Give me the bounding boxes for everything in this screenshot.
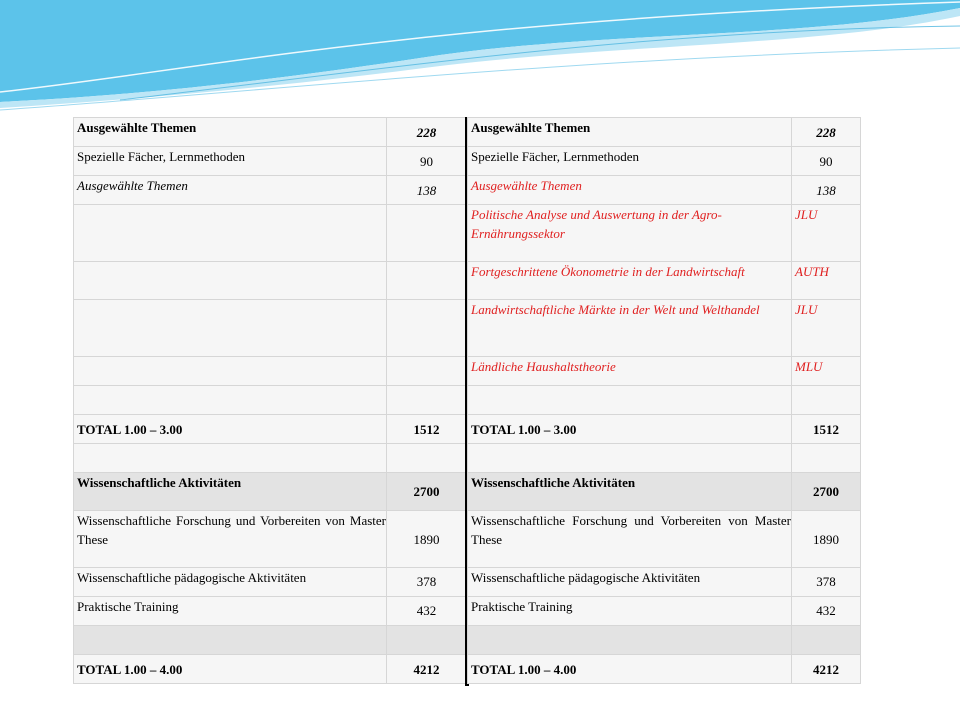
cell-value	[387, 357, 467, 386]
cell-label	[74, 262, 387, 300]
cell-label: Ausgewählte Themen	[468, 118, 792, 147]
cell-label: Spezielle Fächer, Lernmethoden	[468, 147, 792, 176]
cell-value: 138	[387, 176, 467, 205]
cell-value: 2700	[792, 473, 861, 511]
table-row	[74, 597, 467, 626]
table-row	[468, 300, 861, 357]
cell-label: Ländliche Haushaltstheorie	[468, 357, 792, 386]
table-row	[468, 386, 861, 415]
cell-label	[74, 444, 387, 473]
cell-value	[387, 444, 467, 473]
cell-value: 1512	[792, 415, 861, 444]
cell-value: 228	[387, 118, 467, 147]
cell-label: Politische Analyse und Auswertung in der Agro-Ernährungssektor	[468, 205, 792, 262]
cell-value: JLU	[792, 300, 861, 357]
cell-value: 4212	[792, 655, 861, 684]
cell-value	[387, 262, 467, 300]
table-row	[74, 568, 467, 597]
cell-value: AUTH	[792, 262, 861, 300]
table-row	[468, 597, 861, 626]
table-row	[468, 118, 861, 147]
cell-label: Wissenschaftliche pädagogische Aktivitäten	[468, 568, 792, 597]
cell-label: Landwirtschaftliche Märkte in der Welt und Welthandel	[468, 300, 792, 357]
cell-value	[387, 626, 467, 655]
table-row	[74, 176, 467, 205]
table-row	[468, 205, 861, 262]
cell-value	[387, 300, 467, 357]
cell-label: Ausgewählte Themen	[468, 176, 792, 205]
cell-label	[74, 626, 387, 655]
cell-label	[468, 626, 792, 655]
cell-label	[468, 386, 792, 415]
cell-value: 432	[792, 597, 861, 626]
cell-value	[792, 626, 861, 655]
cell-label: Wissenschaftliche Aktivitäten	[468, 473, 792, 511]
table-row	[74, 473, 467, 511]
cell-label: Praktische Training	[468, 597, 792, 626]
cell-value: 1890	[792, 511, 861, 568]
cell-label	[74, 386, 387, 415]
table-row	[468, 357, 861, 386]
table-row	[74, 444, 467, 473]
cell-value: 138	[792, 176, 861, 205]
cell-label: Wissenschaftliche Aktivitäten	[74, 473, 387, 511]
table-row	[74, 357, 467, 386]
cell-value: JLU	[792, 205, 861, 262]
table-row	[74, 118, 467, 147]
cell-value	[387, 205, 467, 262]
table-row	[74, 626, 467, 655]
table-left	[73, 117, 467, 684]
cell-label: Fortgeschrittene Ökonometrie in der Landwirtschaft	[468, 262, 792, 300]
cell-label: TOTAL 1.00 – 4.00	[468, 655, 792, 684]
cell-label: TOTAL 1.00 – 3.00	[468, 415, 792, 444]
cell-label: Spezielle Fächer, Lernmethoden	[74, 147, 387, 176]
table-row	[468, 626, 861, 655]
table-row	[468, 262, 861, 300]
cell-value: 2700	[387, 473, 467, 511]
table-row	[468, 176, 861, 205]
table-row	[468, 655, 861, 684]
cell-label: TOTAL 1.00 – 4.00	[74, 655, 387, 684]
cell-value: 432	[387, 597, 467, 626]
cell-label: Wissenschaftliche Forschung und Vorbereiten von Master These	[468, 511, 792, 568]
table-row	[74, 511, 467, 568]
table-row	[468, 415, 861, 444]
table-row	[468, 473, 861, 511]
table-row	[74, 386, 467, 415]
table-row	[468, 147, 861, 176]
cell-label	[74, 205, 387, 262]
cell-value	[792, 386, 861, 415]
cell-label	[74, 300, 387, 357]
table-row	[468, 444, 861, 473]
table-row	[74, 205, 467, 262]
cell-label	[468, 444, 792, 473]
cell-value: 1890	[387, 511, 467, 568]
table-row	[74, 262, 467, 300]
cell-value: MLU	[792, 357, 861, 386]
cell-value: 378	[387, 568, 467, 597]
cell-label: Praktische Training	[74, 597, 387, 626]
table-row	[74, 655, 467, 684]
table-row	[74, 300, 467, 357]
cell-label: Ausgewählte Themen	[74, 176, 387, 205]
cell-label: Wissenschaftliche Forschung und Vorbereiten von Master These	[74, 511, 387, 568]
cell-value	[387, 386, 467, 415]
cell-value: 1512	[387, 415, 467, 444]
table-row	[74, 415, 467, 444]
cell-label: Ausgewählte Themen	[74, 118, 387, 147]
table-row	[74, 147, 467, 176]
cell-label: TOTAL 1.00 – 3.00	[74, 415, 387, 444]
cell-value: 228	[792, 118, 861, 147]
header-wave-decoration	[0, 0, 960, 115]
table-row	[468, 568, 861, 597]
cell-value: 378	[792, 568, 861, 597]
cell-value: 90	[792, 147, 861, 176]
cell-value	[792, 444, 861, 473]
cell-label	[74, 357, 387, 386]
cell-value: 4212	[387, 655, 467, 684]
cell-label: Wissenschaftliche pädagogische Aktivitäten	[74, 568, 387, 597]
table-row	[468, 511, 861, 568]
table-right	[467, 117, 861, 684]
cell-value: 90	[387, 147, 467, 176]
